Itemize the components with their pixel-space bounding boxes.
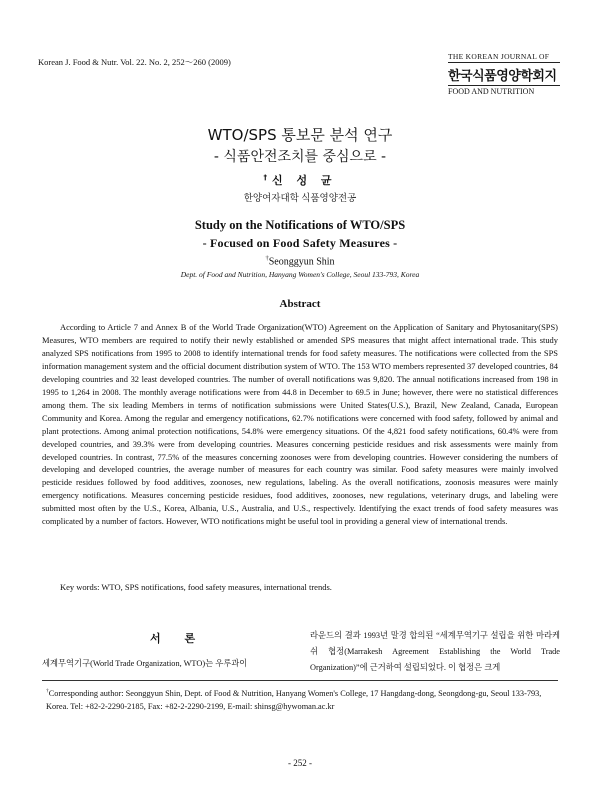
author-korean [0,172,600,188]
subtitle-english: - Focused on Food Safety Measures - [202,236,398,250]
keywords: Key words: WTO, SPS notifications, food safety measures, international trends. [60,582,332,592]
footnote-mark: † [46,688,49,694]
author-korean-mark: † [263,172,273,182]
affiliation-english: Dept. of Food and Nutrition, Hanyang Women's College, Seoul 133-793, Korea [180,270,420,279]
journal-logo [448,52,560,96]
corresponding-author-footnote [46,685,556,713]
title-korean: WTO/SPS 통보문 분석 연구 [207,126,393,144]
section-heading-introduction: 서 론 [150,632,206,645]
abstract-heading: Abstract [279,298,321,310]
affiliation-korean: 한양여자대학 식품영양전공 [243,194,357,204]
author-english-mark: † [265,255,269,262]
footnote-text: Corresponding author: Seonggyun Shin, Dept. of Food & Nutrition, Hanyang Women's College, 17 Hangdang-dong, Seongdong-gu, Seoul 133-793, Korea. Tel: +82-2-2290-2185, Fax: +82-2-2290-2199, E-mail: shinsg@hywoman.ac.kr [46,688,542,711]
journal-citation: Korean J. Food & Nutr. Vol. 22. No. 2, 252～260 (2009) [38,57,231,67]
author-english-name: Seonggyun Shin [268,256,335,268]
title-english: Study on the Notifications of WTO/SPS [194,218,406,232]
author-korean-name: 신 성 균 [272,174,337,187]
introduction-right-column: 라운드의 결과 1993년 말경 합의된 “세계무역기구 설립을 위한 마라케쉬 협정(Marrakesh Agreement Establishing the World Trade Organization)”에 근거하여 설립되었다. 이 협정은 크게 [310,631,560,672]
author-english [0,255,600,267]
footnote-divider [42,680,558,681]
subtitle-korean: - 식품안전조치를 중심으로 - [213,149,387,165]
logo-english-bottom: FOOD AND NUTRITION [448,85,560,96]
introduction-left-column: 세계무역기구(World Trade Organization, WTO)는 우루과이 [42,659,248,668]
logo-korean: 한국식품영양학회지 [448,69,557,84]
abstract-body: According to Article 7 and Annex B of the World Trade Organization(WTO) Agreement on the Application of Sanitary and Phytosanitary(SPS) Measures, WTO members are required to notify their newly established or amended SPS measures that might affect international trade. This study analyzed SPS notifications from 1995 to 2008 to identify international trends for food safety measures. The notifications were collected from the SPS information management system and the official document distribution system of WTO. The 153 WTO members represented 37 developed countries, 84 developing countries and 32 least developed countries. The number of overall notifications was 9,820. The annual notifications increased from 198 in 1995 to 1,264 in 2008. The monthly average notifications were from 44.8 in December to 69.5 in June; however, there were no statistical differences among them. The six leading Members in terms of notification submissions were United States(U.S.), Brazil, New Zealand, Canada, European Community and Korea. Among the regular and emergency notifications, 62.7% notifications were concerned with food safety, followed by animal and plant protections. Among animal protection notifications, 54.8% were emergency situations. Of the 4,821 food safety notifications, 60.4% were from developed countries, and 39.3% were from developing countries. Measures concerning pesticide residues and risk assessments were mainly from developed countries. In contrast, 77.5% of the measures concerning zoonoses were from developing countries. However considering the numbers of developing and developed countries, the average number of measures for each country was similar. Food safety measures were mainly involved pesticide residues followed by food additives, zoonoses, new regulations, labeling. As the overall notifications, zoonosis measures were mainly emergency notifications. Measures concerning pesticide residues, food additives, zoonoses, new regulations, veterinary drugs, and labeling were submitted most often by the U.S., Korea, Albania, U.S., Australia, and U.S., respectively. Identifying the exact trends of food safety measures was complicated by a number of factors. However, WTO notifications might be useful tool in providing a general view of international trends. [42,322,558,527]
logo-english-top: THE KOREAN JOURNAL OF [448,52,560,63]
page-number: - 252 - [288,758,312,768]
